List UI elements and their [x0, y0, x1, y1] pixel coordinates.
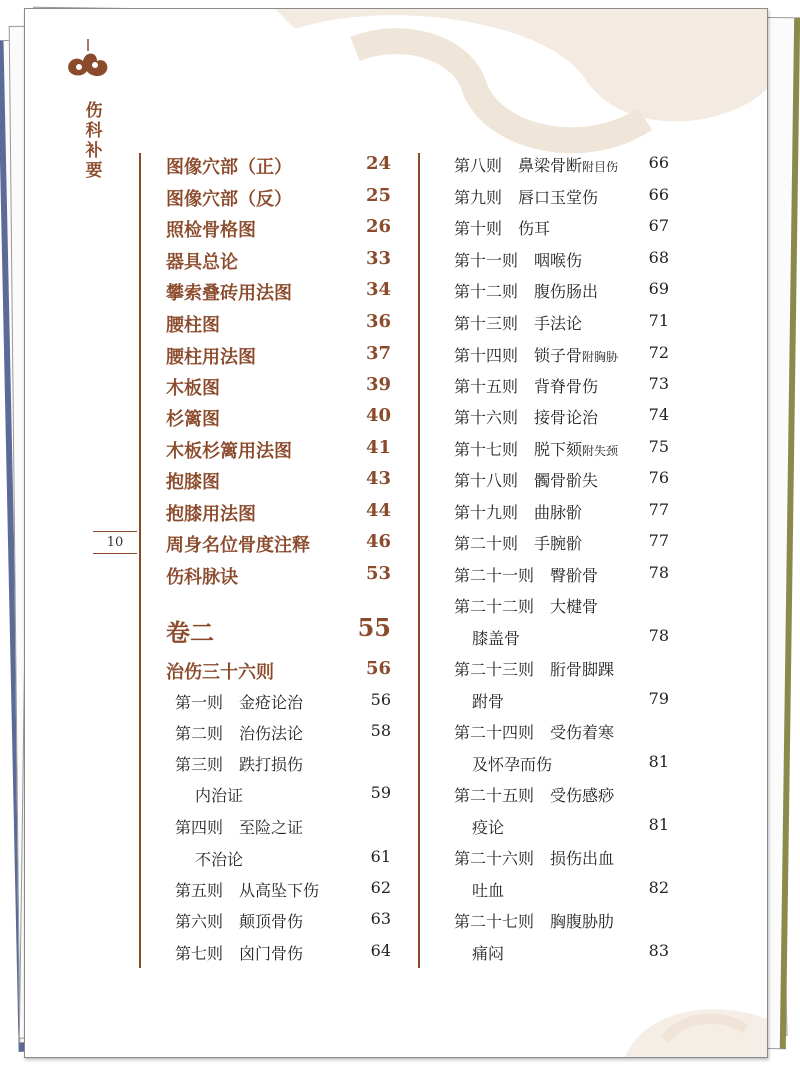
toc-entry-note: 附目伤	[582, 160, 619, 174]
toc-entry-title: 不治论	[195, 850, 244, 869]
toc-entry-title: 疫论	[472, 818, 505, 837]
toc-entry-page: 67	[648, 216, 669, 235]
toc-right-entry	[454, 343, 618, 366]
toc-right-entry	[454, 248, 582, 271]
toc-entry-page: 66	[648, 185, 669, 204]
toc-entry-title: 第七则 囟门骨伤	[175, 944, 304, 963]
toc-right-entry	[454, 468, 598, 491]
toc-right-entry	[454, 846, 614, 869]
toc-right-entry	[454, 279, 598, 302]
toc-left-entry	[166, 405, 220, 431]
toc-entry-page: 72	[648, 343, 669, 362]
toc-right-entry	[454, 405, 598, 428]
toc-entry-page: 78	[648, 563, 669, 582]
toc-left-entry	[175, 815, 303, 838]
page-number: 10	[93, 531, 137, 554]
toc-right-entry	[454, 185, 598, 208]
toc-entry-page: 62	[370, 878, 391, 897]
toc-left-entry	[166, 311, 220, 337]
cloud-ornament-icon	[63, 39, 113, 85]
toc-entry-note: 附胸胁	[582, 350, 619, 364]
toc-entry-page: 43	[365, 468, 391, 489]
toc-entry-page: 83	[648, 941, 669, 960]
toc-entry-title: 木板杉篱用法图	[166, 441, 292, 462]
toc-entry-page: 41	[365, 437, 391, 458]
toc-entry-note: 附失颈	[582, 444, 619, 458]
toc-entry-title: 第一则 金疮论治	[175, 693, 304, 712]
toc-right-entry	[454, 531, 582, 554]
toc-left-entry	[175, 721, 303, 744]
toc-entry-title: 腰柱图	[166, 315, 220, 336]
toc-entry-title: 第二则 治伤法论	[175, 724, 304, 743]
toc-entry-title: 第十四则 锁子骨	[454, 346, 583, 365]
toc-entry-page: 77	[648, 531, 669, 550]
toc-entry-page: 81	[648, 815, 669, 834]
toc-entry-title: 第十八则 髑骨骱失	[454, 471, 599, 490]
toc-entry-title: 第十一则 咽喉伤	[454, 251, 583, 270]
toc-entry-title: 第二十三则 胻骨脚踝	[454, 660, 615, 679]
toc-entry-page: 74	[648, 405, 669, 424]
toc-entry-title: 第十六则 接骨论治	[454, 408, 599, 427]
toc-entry-title: 第二十二则 大楗骨	[454, 597, 599, 616]
book-side-title: 伤科补要	[85, 101, 103, 181]
toc-entry-page: 73	[648, 374, 669, 393]
toc-entry-page: 66	[648, 153, 669, 172]
toc-entry-page: 37	[365, 343, 391, 364]
toc-right-entry	[454, 783, 614, 806]
toc-right-entry	[454, 563, 598, 586]
toc-entry-title: 第二十七则 胸腹胁肋	[454, 912, 615, 931]
toc-entry-page: 69	[648, 279, 669, 298]
toc-entry-title: 第十九则 曲脉骱	[454, 503, 583, 522]
toc-entry-title: 周身名位骨度注释	[166, 535, 310, 556]
toc-right-entry	[472, 941, 504, 964]
toc-entry-page: 46	[365, 531, 391, 552]
toc-entry-title: 跗骨	[472, 692, 505, 711]
toc-entry-title: 第九则 唇口玉堂伤	[454, 188, 599, 207]
toc-left-entry	[166, 153, 292, 179]
toc-entry-title: 器具总论	[166, 252, 238, 273]
toc-entry-page: 26	[365, 216, 391, 237]
left-column-rule	[139, 153, 141, 968]
toc-entry-title: 攀索叠砖用法图	[166, 283, 292, 304]
toc-entry-title: 腰柱用法图	[166, 347, 256, 368]
toc-left-entry	[175, 909, 303, 932]
toc-left-entry	[166, 343, 256, 369]
toc-entry-title: 图像穴部（反）	[166, 189, 292, 210]
toc-right-entry	[472, 752, 552, 775]
toc-entry-title: 第二十四则 受伤着寒	[454, 723, 615, 742]
toc-entry-page: 78	[648, 626, 669, 645]
toc-entry-title: 第六则 颠顶骨伤	[175, 912, 304, 931]
toc-entry-title: 第十七则 脱下颏	[454, 440, 583, 459]
toc-entry-title: 木板图	[166, 378, 220, 399]
toc-entry-page: 76	[648, 468, 669, 487]
toc-entry-page: 56	[365, 658, 391, 679]
toc-entry-page: 58	[370, 721, 391, 740]
toc-entry-title: 第十二则 腹伤肠出	[454, 282, 599, 301]
toc-left-entry	[166, 279, 292, 305]
toc-left-entry	[166, 468, 220, 494]
toc-left-entry	[166, 613, 214, 648]
right-column-rule	[418, 153, 420, 968]
toc-entry-title: 第三则 跌打损伤	[175, 755, 304, 774]
toc-entry-page: 55	[357, 613, 391, 642]
toc-right-entry	[454, 657, 614, 680]
toc-entry-title: 膝盖骨	[472, 629, 521, 648]
toc-entry-title: 第二十六则 损伤出血	[454, 849, 615, 868]
toc-entry-title: 抱膝用法图	[166, 504, 256, 525]
toc-left-entry	[166, 216, 256, 242]
toc-right-entry	[454, 437, 618, 460]
toc-left-entry	[166, 531, 310, 557]
toc-right-entry	[472, 689, 504, 712]
toc-entry-title: 伤科脉诀	[166, 567, 238, 588]
toc-left-entry	[195, 783, 243, 806]
toc-left-entry	[166, 185, 292, 211]
toc-entry-page: 81	[648, 752, 669, 771]
toc-entry-page: 75	[648, 437, 669, 456]
toc-left-entry	[166, 437, 292, 463]
book-page	[24, 8, 768, 1058]
toc-left-entry	[175, 941, 303, 964]
toc-left-entry	[166, 248, 238, 274]
toc-entry-title: 内治证	[195, 786, 244, 805]
toc-entry-title: 第五则 从高坠下伤	[175, 881, 320, 900]
toc-entry-page: 39	[365, 374, 391, 395]
toc-entry-title: 第四则 至险之证	[175, 818, 304, 837]
toc-entry-page: 79	[648, 689, 669, 708]
toc-entry-title: 第二十一则 臀骱骨	[454, 566, 599, 585]
toc-entry-title: 杉篱图	[166, 409, 220, 430]
toc-left-entry	[195, 847, 243, 870]
toc-entry-title: 吐血	[472, 881, 505, 900]
toc-right-entry	[454, 374, 598, 397]
toc-entry-title: 图像穴部（正）	[166, 157, 292, 178]
toc-entry-title: 卷二	[166, 618, 214, 647]
toc-left-entry	[175, 690, 303, 713]
toc-entry-page: 24	[365, 153, 391, 174]
toc-right-entry	[454, 500, 582, 523]
toc-left-entry	[166, 563, 238, 589]
toc-entry-page: 34	[365, 279, 391, 300]
toc-entry-page: 77	[648, 500, 669, 519]
toc-left-entry	[166, 500, 256, 526]
toc-right-entry	[472, 815, 504, 838]
toc-right-entry	[454, 311, 582, 334]
toc-entry-title: 第二十则 手腕骱	[454, 534, 583, 553]
toc-entry-page: 33	[365, 248, 391, 269]
toc-left-entry	[175, 878, 319, 901]
toc-right-entry	[454, 594, 598, 617]
toc-right-entry	[454, 720, 614, 743]
toc-entry-page: 44	[365, 500, 391, 521]
toc-left-entry	[166, 658, 274, 684]
toc-right-entry	[454, 909, 614, 932]
toc-entry-title: 第二十五则 受伤感痧	[454, 786, 615, 805]
toc-entry-page: 82	[648, 878, 669, 897]
toc-entry-page: 36	[365, 311, 391, 332]
toc-entry-title: 抱膝图	[166, 472, 220, 493]
toc-entry-title: 照检骨格图	[166, 220, 256, 241]
toc-entry-title: 及怀孕而伤	[472, 755, 553, 774]
toc-entry-page: 40	[365, 405, 391, 426]
toc-entry-page: 61	[370, 847, 391, 866]
toc-entry-page: 63	[370, 909, 391, 928]
toc-entry-title: 第八则 鼻梁骨断	[454, 156, 583, 175]
toc-right-entry	[454, 216, 550, 239]
toc-right-entry	[472, 878, 504, 901]
toc-entry-page: 53	[365, 563, 391, 584]
toc-entry-page: 71	[648, 311, 669, 330]
toc-entry-page: 59	[370, 783, 391, 802]
toc-entry-page: 25	[365, 185, 391, 206]
toc-left-entry	[175, 752, 303, 775]
toc-left-entry	[166, 374, 220, 400]
toc-entry-title: 治伤三十六则	[166, 662, 274, 683]
toc-entry-title: 第十五则 背脊骨伤	[454, 377, 599, 396]
toc-entry-page: 56	[370, 690, 391, 709]
toc-entry-page: 64	[370, 941, 391, 960]
toc-entry-title: 第十三则 手法论	[454, 314, 583, 333]
toc-entry-title: 痛闷	[472, 944, 505, 963]
toc-right-entry	[454, 153, 618, 176]
toc-entry-title: 第十则 伤耳	[454, 219, 551, 238]
toc-entry-page: 68	[648, 248, 669, 267]
toc-right-entry	[472, 626, 520, 649]
